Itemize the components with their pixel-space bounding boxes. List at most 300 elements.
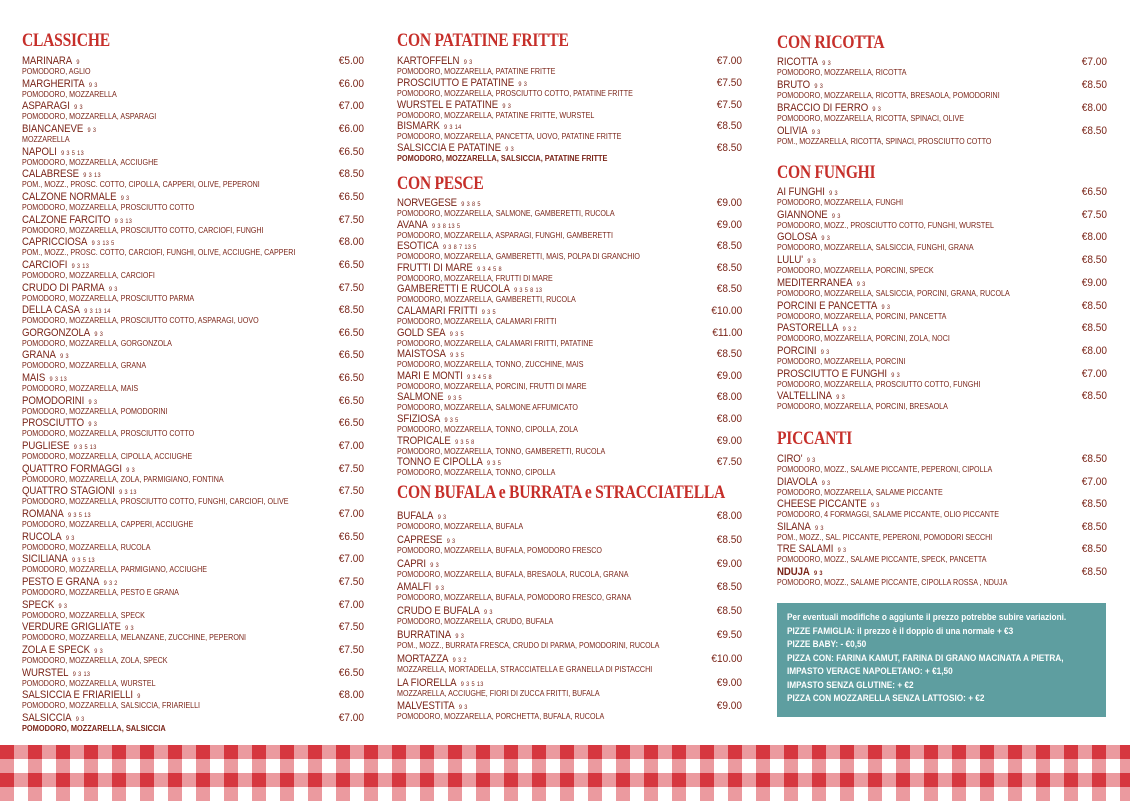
tablecloth-square (112, 759, 126, 773)
ingredients: POMODORO, MOZZARELLA, TONNO, CIPOLLA, ZOLA (397, 424, 578, 434)
allergen-codes: 9 3 (463, 59, 473, 66)
pizza-name-text: RICOTTA (777, 56, 818, 68)
price: €8.50 (338, 168, 364, 181)
ingredients: POMODORO, MOZZARELLA, ASPARAGI (22, 111, 157, 122)
price: €7.50 (338, 281, 364, 294)
tablecloth-square (1036, 787, 1050, 801)
tablecloth-square (196, 745, 210, 759)
allergen-codes: 9 3 (75, 715, 85, 723)
pizza-name-text: WURSTEL E PATATINE (397, 98, 499, 111)
menu-item (397, 391, 742, 415)
tablecloth-square (252, 759, 266, 773)
menu-item (397, 77, 742, 101)
pizza-name-text: PORCINI (777, 344, 817, 357)
ingredients: POMODORO, MOZZARELLA, BUFALA, BRESAOLA, RUCOLA, GRANA (397, 568, 629, 579)
tablecloth-square (672, 745, 686, 759)
price: €8.50 (1081, 125, 1107, 137)
allergen-codes: 9 3 (502, 102, 512, 110)
ingredients: POMODORO, AGLIO (22, 66, 91, 76)
tablecloth-square (882, 773, 896, 787)
tablecloth-square (1120, 759, 1130, 773)
price: €6.00 (338, 77, 364, 90)
tablecloth-square (840, 787, 854, 801)
tablecloth-square (322, 773, 336, 787)
menu-item (777, 125, 1107, 149)
menu-item (22, 644, 364, 668)
tablecloth-square (980, 773, 994, 787)
menu-item (777, 345, 1107, 369)
tablecloth-square (756, 787, 770, 801)
allergen-codes: 9 3 (446, 537, 456, 545)
tablecloth-square (1008, 773, 1022, 787)
allergen-codes: 9 3 (458, 704, 468, 712)
price: €9.00 (716, 434, 742, 447)
menu-item (397, 629, 742, 653)
pizza-name-text: ESOTICA (397, 240, 439, 253)
ingredients: POMODORO, MOZZARELLA, SALSICCIA, FRIARIELLI (22, 700, 201, 711)
pizza-name-text: AVANA (397, 218, 428, 231)
tablecloth-square (1092, 773, 1106, 787)
pizza-name-text: SFIZIOSA (397, 413, 441, 425)
allergen-codes: 9 3 (814, 570, 823, 577)
tablecloth-square (336, 745, 350, 759)
ingredients: POMODORO, MOZZARELLA, FUNGHI (777, 197, 904, 207)
pizza-name-text: VERDURE GRIGLIATE (22, 621, 121, 634)
menu-item (777, 231, 1107, 255)
tablecloth-square (784, 787, 798, 801)
tablecloth-square (168, 773, 182, 787)
menu-item (777, 102, 1107, 126)
ingredients: MOZZARELLA, MORTADELLA, STRACCIATELLA E GRANELLA DI PISTACCHI (397, 663, 653, 674)
tablecloth-square (924, 745, 938, 759)
allergen-codes: 9 3 (821, 479, 831, 487)
allergen-codes: 9 3 (120, 194, 130, 202)
tablecloth-square (224, 759, 238, 773)
price: €7.00 (338, 553, 364, 566)
tablecloth-square (140, 759, 154, 773)
allergen-codes: 9 3 (822, 60, 832, 67)
tablecloth-square (574, 773, 588, 787)
tablecloth-square (924, 773, 938, 787)
tablecloth-square (280, 759, 294, 773)
tablecloth-square (14, 773, 28, 787)
ingredients: POMODORO, MOZZARELLA, MELANZANE, ZUCCHINE, PEPERONI (22, 632, 247, 643)
ingredients: POMODORO, MOZZARELLA, CRUDO, BUFALA (397, 616, 554, 627)
pizza-name-text: GRANA (22, 349, 56, 362)
tablecloth-square (266, 745, 280, 759)
tablecloth-square (938, 773, 952, 787)
tablecloth-square (476, 759, 490, 773)
ingredients: POMODORO, MOZZARELLA, FRUTTI DI MARE (397, 272, 553, 283)
price: €5.00 (338, 55, 364, 67)
allergen-codes: 9 3 5 8 (455, 438, 475, 446)
allergen-codes: 9 3 (856, 280, 866, 288)
tablecloth-square (742, 773, 756, 787)
allergen-codes: 9 3 13 (72, 670, 91, 678)
allergen-codes: 9 3 8 5 (461, 201, 481, 208)
tablecloth-square (70, 745, 84, 759)
pizza-name-text: PROSCIUTTO (22, 417, 85, 430)
tablecloth-square (84, 787, 98, 801)
menu-item (397, 677, 742, 701)
pizza-name-text: TRE SALAMI (777, 543, 834, 556)
tablecloth-square (742, 745, 756, 759)
pizza-name-text: CRUDO E BUFALA (397, 605, 480, 618)
ingredients: POMODORO, MOZZARELLA, PARMIGIANO, ACCIUGHE (22, 564, 208, 575)
tablecloth-square (546, 773, 560, 787)
price: €6.50 (338, 417, 364, 430)
allergen-codes: 9 3 (435, 585, 445, 593)
menu-item (22, 531, 364, 555)
menu-item (777, 209, 1107, 233)
tablecloth-square (112, 745, 126, 759)
allergen-codes: 9 3 (881, 303, 891, 311)
price: €9.00 (1081, 276, 1107, 289)
pizza-name-text: GOLOSA (777, 231, 818, 244)
ingredients: POMODORO, MOZZARELLA, RICOTTA (777, 67, 907, 77)
tablecloth-square (504, 787, 518, 801)
allergen-codes: 9 3 (88, 81, 98, 89)
tablecloth-square (672, 787, 686, 801)
allergen-codes: 9 3 (820, 348, 830, 356)
tablecloth-square (644, 787, 658, 801)
allergen-codes: 9 3 (836, 394, 846, 402)
tablecloth-square (756, 745, 770, 759)
checkered-tablecloth-border (0, 745, 1130, 801)
tablecloth-square (770, 773, 784, 787)
allergen-codes: 9 3 (837, 547, 847, 555)
menu-item (397, 219, 742, 243)
price: €8.50 (716, 348, 742, 361)
menu-item (22, 78, 364, 102)
menu-item (777, 368, 1107, 392)
tablecloth-square (826, 745, 840, 759)
price: €8.50 (1081, 453, 1107, 465)
tablecloth-square (448, 787, 462, 801)
ingredients: POMODORO, MOZZARELLA, PORCINI, PANCETTA (777, 310, 947, 321)
tablecloth-square (84, 745, 98, 759)
tablecloth-square (224, 773, 238, 787)
tablecloth-square (728, 759, 742, 773)
pizza-name-text: TROPICALE (397, 434, 451, 447)
allergen-codes: 9 (137, 693, 141, 701)
menu-item (22, 146, 364, 170)
pizza-name-text: LULU' (777, 254, 804, 267)
ingredients: POMODORO, MOZZARELLA, CALAMARI FRITTI, PATATINE (397, 337, 594, 348)
tablecloth-square (938, 745, 952, 759)
ingredients: POMODORO, MOZZARELLA, PORCINI, ZOLA, NOCI (777, 333, 950, 344)
tablecloth-square (476, 745, 490, 759)
pizza-name-text: VALTELLINA (777, 390, 832, 403)
menu-item (777, 498, 1107, 522)
ingredients: POMODORO, MOZZARELLA, PROSCIUTTO COTTO, FUNGHI (777, 378, 981, 389)
price: €6.50 (338, 190, 364, 203)
allergen-codes: 9 3 (807, 258, 817, 266)
pizza-name-text: GORGONZOLA (22, 326, 91, 339)
ingredients: POMODORO, MOZZARELLA, ZOLA, PARMIGIANO, FONTINA (22, 473, 224, 484)
tablecloth-square (840, 745, 854, 759)
allergen-codes: 9 3 (891, 371, 901, 379)
menu-item (777, 543, 1107, 567)
menu-item (397, 456, 742, 480)
menu-item (22, 168, 364, 192)
allergen-codes: 9 3 (60, 353, 69, 361)
menu-item (22, 553, 364, 577)
tablecloth-square (896, 773, 910, 787)
tablecloth-square (56, 773, 70, 787)
tablecloth-square (280, 745, 294, 759)
allergen-codes: 9 3 14 (444, 124, 462, 132)
tablecloth-square (336, 773, 350, 787)
tablecloth-square (392, 787, 406, 801)
tablecloth-square (308, 759, 322, 773)
price: €7.50 (338, 643, 364, 656)
ingredients: POMODORO, MOZZARELLA, PROSCIUTTO COTTO (22, 428, 195, 439)
allergen-codes: 9 3 (437, 514, 447, 521)
ingredients: POMODORO, MOZZARELLA, BUFALA, POMODORO FRESCO (397, 544, 602, 555)
pizza-name-text: SICILIANA (22, 553, 68, 566)
price: €8.50 (1081, 543, 1107, 556)
tablecloth-square (280, 773, 294, 787)
price: €7.50 (338, 621, 364, 634)
tablecloth-square (238, 773, 252, 787)
pizza-name-text: PROSCIUTTO E PATATINE (397, 76, 515, 89)
allergen-codes: 9 3 (108, 285, 118, 293)
tablecloth-square (798, 773, 812, 787)
allergen-codes: 9 3 13 (49, 376, 68, 384)
tablecloth-square (616, 759, 630, 773)
menu-item (397, 605, 742, 629)
ingredients: POMODORO, MOZZ., SALAME PICCANTE, PEPERONI, CIPOLLA (777, 464, 993, 474)
tablecloth-square (826, 773, 840, 787)
tablecloth-square (336, 787, 350, 801)
allergen-codes: 9 3 (74, 104, 83, 112)
price: €8.50 (1081, 498, 1107, 511)
tablecloth-square (126, 773, 140, 787)
pizza-name-text: CALZONE NORMALE (22, 190, 117, 203)
tablecloth-square (574, 745, 588, 759)
tablecloth-square (728, 773, 742, 787)
tablecloth-square (70, 773, 84, 787)
tablecloth-square (700, 787, 714, 801)
menu-item (22, 100, 364, 124)
tablecloth-square (392, 745, 406, 759)
menu-item (22, 576, 364, 600)
section-title-pesce: CON PESCE (397, 173, 484, 194)
price: €7.50 (716, 98, 742, 111)
tablecloth-square (896, 745, 910, 759)
price: €7.00 (716, 55, 742, 67)
price: €8.00 (1081, 231, 1107, 244)
tablecloth-square (378, 773, 392, 787)
tablecloth-square (224, 745, 238, 759)
note-line: IMPASTO VERACE NAPOLETANO: + €1,50 (787, 666, 953, 677)
ingredients: POMODORO, MOZZARELLA, PROSCIUTTO COTTO (22, 201, 195, 212)
price: €8.50 (716, 240, 742, 253)
price: €8.00 (338, 689, 364, 702)
menu-item (777, 453, 1107, 477)
menu-item (22, 395, 364, 419)
tablecloth-square (0, 787, 14, 801)
pizza-name-text: WURSTEL (22, 666, 69, 679)
ingredients: POMODORO, MOZZARELLA, PESTO E GRANA (22, 586, 179, 597)
tablecloth-square (0, 759, 14, 773)
allergen-codes: 9 3 5 (447, 395, 462, 403)
tablecloth-square (868, 745, 882, 759)
tablecloth-square (28, 759, 42, 773)
allergen-codes: 9 3 (811, 129, 821, 136)
price: €8.50 (716, 605, 742, 618)
pizza-name-text: SPECK (22, 598, 55, 611)
allergen-codes: 9 3 (806, 457, 816, 464)
ingredients: POMODORO, MOZZ., PROSCIUTTO COTTO, FUNGHI, WURSTEL (777, 219, 994, 230)
tablecloth-square (462, 745, 476, 759)
tablecloth-square (616, 745, 630, 759)
tablecloth-square (602, 773, 616, 787)
ingredients: POM., MOZZ., SAL. PICCANTE, PEPERONI, POMODORI SECCHI (777, 531, 993, 542)
allergen-codes: 9 3 (814, 83, 824, 90)
tablecloth-square (994, 745, 1008, 759)
tablecloth-square (630, 745, 644, 759)
section-title-funghi: CON FUNGHI (777, 162, 876, 183)
ingredients: POMODORO, MOZZARELLA, PANCETTA, UOVO, PATATINE FRITTE (397, 131, 622, 142)
menu-item (397, 283, 742, 307)
tablecloth-square (784, 745, 798, 759)
ingredients: POMODORO, MOZZARELLA, PATATINE FRITTE, WURSTEL (397, 109, 595, 120)
pizza-name-text: SALSICCIA E PATATINE (397, 142, 501, 155)
allergen-codes: 9 3 5 (449, 330, 464, 338)
tablecloth-square (1092, 759, 1106, 773)
tablecloth-square (364, 773, 378, 787)
pizza-name-text: NDUJA (777, 566, 810, 578)
pizza-name-text: QUATTRO FORMAGGI (22, 462, 123, 475)
ingredients: POM., MOZZ., BURRATA FRESCA, CRUDO DI PARMA, POMODORINI, RUCOLA (397, 640, 660, 650)
tablecloth-square (266, 773, 280, 787)
tablecloth-square (476, 787, 490, 801)
allergen-codes: 9 3 (870, 502, 880, 510)
price: €8.00 (716, 413, 742, 425)
tablecloth-square (322, 745, 336, 759)
menu-item (777, 521, 1107, 545)
allergen-codes: 9 3 (518, 80, 528, 88)
ingredients: POMODORO, MOZZARELLA, CARCIOFI (22, 269, 155, 280)
menu-item (22, 508, 364, 532)
ingredients: POMODORO, MOZZ., SALAME PICCANTE, SPECK, PANCETTA (777, 554, 987, 565)
tablecloth-square (490, 745, 504, 759)
ingredients: POMODORO, MOZZARELLA, PORCINI, BRESAOLA (777, 401, 948, 412)
menu-item (397, 653, 742, 677)
pizza-name-text: DELLA CASA (22, 304, 80, 317)
menu-item (397, 327, 742, 351)
pizza-name-text: PORCINI E PANCETTA (777, 299, 878, 312)
allergen-codes: 9 3 13 (119, 489, 137, 497)
price: €7.50 (338, 462, 364, 475)
tablecloth-square (406, 773, 420, 787)
tablecloth-square (448, 773, 462, 787)
price: €7.50 (338, 213, 364, 226)
tablecloth-square (1022, 773, 1036, 787)
menu-item (777, 277, 1107, 301)
price: €8.50 (1081, 79, 1107, 91)
tablecloth-square (714, 773, 728, 787)
tablecloth-square (560, 773, 574, 787)
menu-item (397, 510, 742, 534)
price: €8.50 (1081, 299, 1107, 312)
menu-item (22, 463, 364, 487)
tablecloth-square (910, 773, 924, 787)
ingredients: POMODORO, MOZZARELLA, TONNO, GAMBERETTI, RUCOLA (397, 445, 606, 456)
tablecloth-square (952, 759, 966, 773)
ingredients: POMODORO, MOZZARELLA, RUCOLA (22, 541, 151, 552)
pizza-name-text: PROSCIUTTO E FUNGHI (777, 367, 887, 380)
pizza-name-text: BISMARK (397, 120, 440, 133)
tablecloth-square (490, 773, 504, 787)
tablecloth-square (896, 759, 910, 773)
ingredients: POMODORO, MOZZARELLA, MAIS (22, 383, 139, 394)
tablecloth-square (994, 773, 1008, 787)
tablecloth-square (168, 787, 182, 801)
allergen-codes: 9 3 5 13 (61, 149, 85, 157)
tablecloth-square (308, 745, 322, 759)
allergen-codes: 9 3 (58, 602, 68, 610)
ingredients: POMODORO, MOZZARELLA, SALMONE AFFUMICATO (397, 402, 578, 413)
pizza-name-text: RUCOLA (22, 530, 62, 543)
menu-item (22, 485, 364, 509)
price: €11.00 (711, 326, 742, 339)
price: €6.50 (338, 394, 364, 407)
tablecloth-square (770, 745, 784, 759)
price: €8.50 (1081, 390, 1107, 403)
tablecloth-square (168, 759, 182, 773)
tablecloth-square (238, 745, 252, 759)
tablecloth-square (868, 773, 882, 787)
pizza-name-text: MARINARA (22, 55, 73, 67)
menu-item (22, 259, 364, 283)
tablecloth-square (980, 759, 994, 773)
menu-item (397, 142, 742, 166)
allergen-codes: 9 3 2 (842, 326, 857, 334)
tablecloth-square (364, 759, 378, 773)
ingredients: POMODORO, MOZZARELLA, PORCINI, FRUTTI DI MARE (397, 380, 587, 391)
price: €8.50 (716, 120, 742, 133)
allergen-codes: 9 3 2 (103, 579, 118, 587)
pizza-name-text: NORVEGESE (397, 197, 458, 209)
note-line: PIZZA CON MOZZARELLA SENZA LATTOSIO: + €2 (787, 693, 985, 704)
tablecloth-square (588, 773, 602, 787)
price: €8.00 (338, 236, 364, 249)
pizza-name-text: QUATTRO STAGIONI (22, 485, 115, 498)
tablecloth-square (448, 745, 462, 759)
pizza-name-text: MEDITERRANEA (777, 276, 853, 289)
ingredients: POMODORO, MOZZARELLA, SALSICCIA (22, 722, 166, 733)
price: €8.50 (338, 304, 364, 317)
ingredients: POMODORO, MOZZARELLA, BUFALA (397, 521, 524, 531)
menu-item (397, 348, 742, 372)
tablecloth-square (42, 745, 56, 759)
tablecloth-square (644, 773, 658, 787)
tablecloth-square (756, 773, 770, 787)
tablecloth-square (1120, 773, 1130, 787)
menu-item (397, 55, 742, 79)
price: €9.00 (716, 700, 742, 713)
tablecloth-square (504, 773, 518, 787)
menu-item (22, 599, 364, 623)
tablecloth-square (28, 745, 42, 759)
price: €8.50 (716, 261, 742, 274)
menu-item (22, 621, 364, 645)
ingredients: POMODORO, MOZZARELLA, PATATINE FRITTE (397, 66, 556, 76)
allergen-codes: 9 3 5 13 (68, 512, 91, 519)
